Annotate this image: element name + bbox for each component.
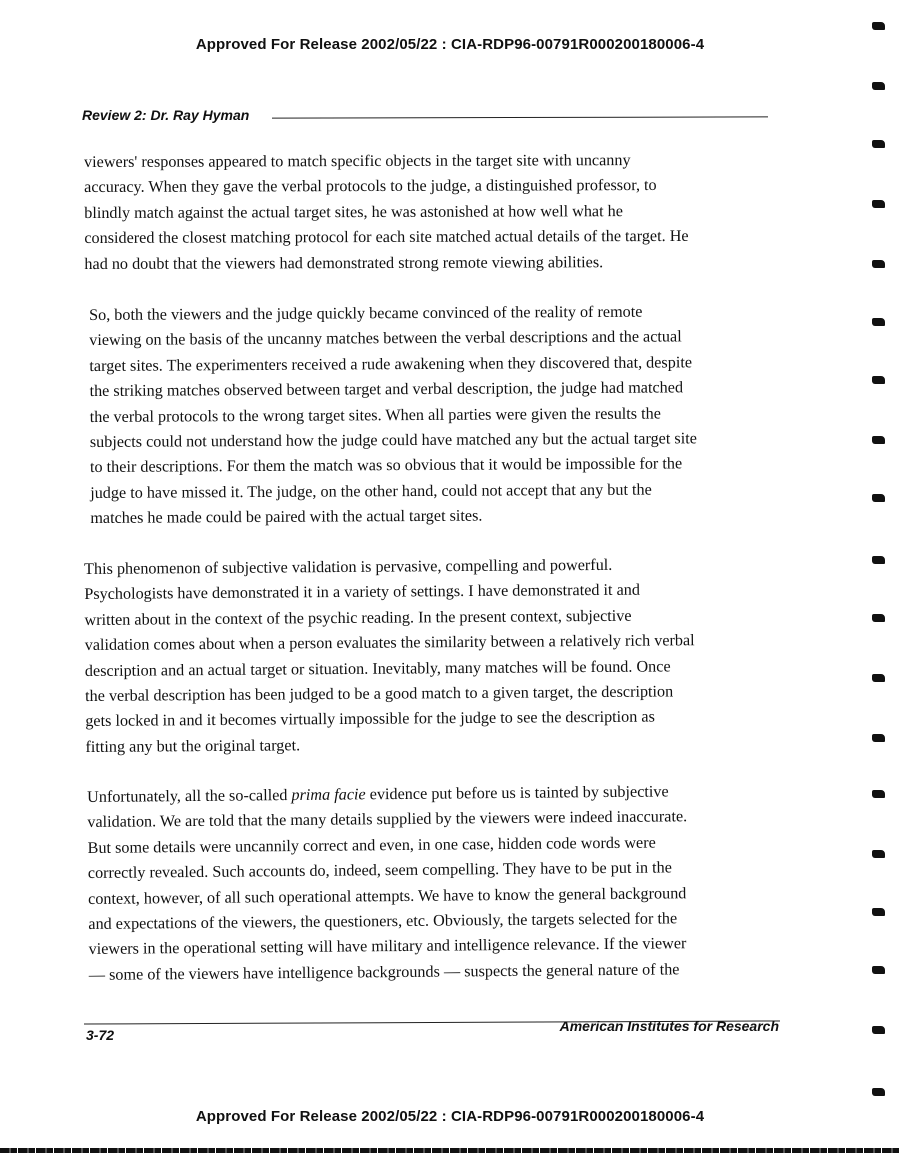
text-line: validation comes about when a person evaluates the similarity between a relatively rich verbal — [84, 631, 695, 654]
text-line: the striking matches observed between target and verbal description, the judge had matched — [89, 378, 684, 400]
edge-mark — [872, 674, 885, 682]
text-line: viewers in the operational setting will have military and intelligence relevance. If the viewer — [88, 935, 687, 959]
edge-mark — [872, 200, 885, 208]
text-line: fitting any but the original target. — [85, 735, 301, 756]
paragraph-3 — [84, 551, 786, 760]
text-line: the verbal description has been judged to be a good match to a given target, the description — [85, 682, 674, 705]
text-line: correctly revealed. Such accounts do, indeed, seem compelling. They have to be put in the — [87, 859, 672, 883]
edge-mark — [872, 966, 885, 974]
text-line: validation. We are told that the many details supplied by the viewers were indeed inaccurate. — [87, 808, 688, 832]
edge-mark — [872, 494, 885, 502]
text-line: subjects could not understand how the judge could have matched any but the actual target site — [89, 428, 697, 451]
text-line: So, both the viewers and the judge quickly became convinced of the reality of remote — [89, 302, 643, 324]
edge-mark — [872, 908, 885, 916]
text-line: considered the closest matching protocol for each site matched actual details of the target. He — [84, 227, 689, 248]
edge-mark — [872, 1088, 885, 1096]
text-line: target sites. The experimenters received a rude awakening when they discovered that, despite — [89, 352, 693, 375]
edge-mark — [872, 790, 885, 798]
header-rule — [272, 116, 768, 118]
paragraph-4 — [87, 779, 786, 989]
text-line: viewing on the basis of the uncanny matches between the verbal descriptions and the actual — [89, 327, 682, 349]
text-line: gets locked in and it becomes virtually impossible for the judge to see the description as — [85, 707, 655, 731]
text-line: matches he made could be paired with the actual target sites. — [90, 506, 483, 527]
edge-mark — [872, 1026, 885, 1034]
edge-mark — [872, 734, 885, 742]
text-line: Psychologists have demonstrated it in a variety of settings. I have demonstrated it and — [84, 580, 641, 604]
text-line: to their descriptions. For them the match was so obvious that it would be impossible for the — [89, 454, 683, 476]
paragraph-2 — [89, 298, 785, 531]
text-line: But some details were uncannily correct and even, in one case, hidden code words were — [87, 833, 656, 858]
edge-mark — [872, 82, 885, 90]
release-banner-top: Approved For Release 2002/05/22 : CIA-RDP96-00791R000200180006-4 — [195, 36, 705, 53]
text-line: the verbal protocols to the wrong target sites. When all parties were given the results the — [89, 403, 661, 426]
edge-mark — [872, 318, 885, 326]
edge-mark — [872, 140, 885, 148]
scan-edge-strip — [0, 1148, 900, 1153]
edge-mark — [872, 614, 885, 622]
text-line: had no doubt that the viewers had demonstrated strong remote viewing abilities. — [84, 252, 604, 273]
edge-mark — [872, 260, 885, 268]
text-line: — some of the viewers have intelligence backgrounds — suspects the general nature of the — [88, 960, 680, 985]
text-line: and expectations of the viewers, the questioners, etc. Obviously, the targets selected for the — [88, 909, 678, 934]
edge-mark — [872, 436, 885, 444]
text-line: viewers' responses appeared to match specific objects in the target site with uncanny — [84, 151, 631, 171]
release-banner-bottom: Approved For Release 2002/05/22 : CIA-RDP96-00791R000200180006-4 — [195, 1108, 705, 1125]
body-text — [84, 150, 784, 1014]
scan-edge-marks — [872, 0, 892, 1165]
text-run: Unfortunately, all the so-called — [87, 786, 292, 807]
text-line: accuracy. When they gave the verbal protocols to the judge, a distinguished professor, to — [84, 176, 657, 197]
edge-mark — [872, 22, 885, 30]
paragraph-1 — [84, 148, 784, 277]
text-line: written about in the context of the psychic reading. In the present context, subjective — [84, 606, 632, 629]
italic-term: prima facie — [291, 785, 366, 805]
publisher-name: American Institutes for Research — [559, 1018, 779, 1034]
text-line: This phenomenon of subjective validation is pervasive, compelling and powerful. — [84, 555, 613, 578]
text-line: description and an actual target or situation. Inevitably, many matches will be found. Once — [84, 656, 671, 680]
page-number: 3-72 — [86, 1027, 115, 1043]
edge-mark — [872, 850, 885, 858]
edge-mark — [872, 556, 885, 564]
running-head: Review 2: Dr. Ray Hyman — [82, 107, 250, 123]
text-run: evidence put before us is tainted by subjective — [365, 782, 669, 804]
text-line: judge to have missed it. The judge, on the other hand, could not accept that any but the — [90, 479, 652, 502]
text-line: blindly match against the actual target sites, he was astonished at how well what he — [84, 201, 623, 222]
edge-mark — [872, 376, 885, 384]
text-line: context, however, of all such operational attempts. We have to know the general background — [88, 884, 687, 909]
